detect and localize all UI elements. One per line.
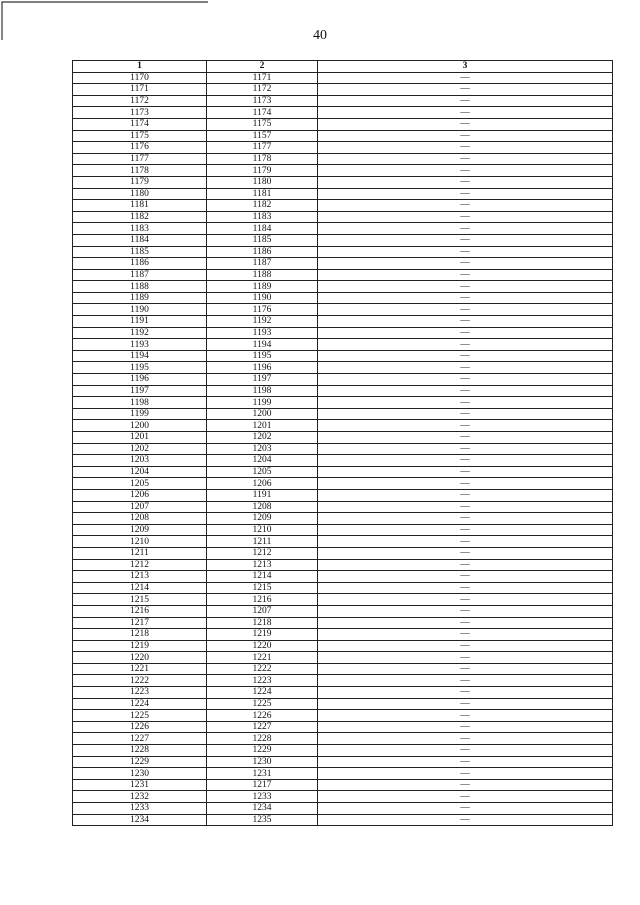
table-cell-col3: —	[318, 663, 613, 675]
table-row	[73, 246, 613, 258]
table-cell-col3: —	[318, 629, 613, 641]
table-header-row	[73, 61, 613, 73]
table-cell-col2: 1199	[207, 397, 318, 409]
table-row	[73, 675, 613, 687]
table-cell-col2: 1195	[207, 350, 318, 362]
table-cell-col2: 1225	[207, 698, 318, 710]
table-cell-col3: —	[318, 176, 613, 188]
table-cell-col3: —	[318, 478, 613, 490]
table-cell-col1: 1179	[73, 176, 207, 188]
table-row	[73, 292, 613, 304]
table-row	[73, 269, 613, 281]
table-cell-col3: —	[318, 130, 613, 142]
table-cell-col1: 1193	[73, 339, 207, 351]
table-row	[73, 501, 613, 513]
table-cell-col2: 1157	[207, 130, 318, 142]
table-cell-col2: 1189	[207, 281, 318, 293]
table-row	[73, 397, 613, 409]
table-cell-col2: 1222	[207, 663, 318, 675]
table-row	[73, 605, 613, 617]
table-cell-col2: 1234	[207, 803, 318, 815]
table-cell-col1: 1202	[73, 443, 207, 455]
table-cell-col2: 1177	[207, 142, 318, 154]
table-cell-col2: 1198	[207, 385, 318, 397]
table-row	[73, 188, 613, 200]
table-cell-col1: 1219	[73, 640, 207, 652]
table-cell-col1: 1229	[73, 756, 207, 768]
table-cell-col1: 1207	[73, 501, 207, 513]
table-row	[73, 223, 613, 235]
table-row	[73, 768, 613, 780]
table-cell-col2: 1175	[207, 118, 318, 130]
table-row	[73, 153, 613, 165]
table-row	[73, 733, 613, 745]
table-row	[73, 547, 613, 559]
table-cell-col3: —	[318, 559, 613, 571]
table-cell-col3: —	[318, 339, 613, 351]
table-cell-col3: —	[318, 721, 613, 733]
table-cell-col2: 1208	[207, 501, 318, 513]
table-row	[73, 420, 613, 432]
table-cell-col3: —	[318, 768, 613, 780]
table-cell-col1: 1186	[73, 258, 207, 270]
table-row	[73, 339, 613, 351]
table-cell-col2: 1229	[207, 745, 318, 757]
table-row	[73, 814, 613, 826]
table-cell-col1: 1191	[73, 316, 207, 328]
table-cell-col3: —	[318, 443, 613, 455]
table-cell-col3: —	[318, 211, 613, 223]
table-cell-col3: —	[318, 710, 613, 722]
table-row	[73, 200, 613, 212]
table-cell-col3: —	[318, 316, 613, 328]
table-body	[73, 72, 613, 826]
table-cell-col1: 1184	[73, 234, 207, 246]
table-cell-col1: 1189	[73, 292, 207, 304]
table-cell-col2: 1176	[207, 304, 318, 316]
table-cell-col2: 1197	[207, 374, 318, 386]
table-row	[73, 513, 613, 525]
table-cell-col1: 1217	[73, 617, 207, 629]
table-cell-col1: 1188	[73, 281, 207, 293]
table-cell-col3: —	[318, 420, 613, 432]
table-cell-col1: 1175	[73, 130, 207, 142]
table-cell-col1: 1187	[73, 269, 207, 281]
table-cell-col1: 1203	[73, 455, 207, 467]
table-row	[73, 652, 613, 664]
table-cell-col1: 1195	[73, 362, 207, 374]
table-cell-col3: —	[318, 95, 613, 107]
table-row	[73, 803, 613, 815]
table-cell-col1: 1216	[73, 605, 207, 617]
table-cell-col3: —	[318, 513, 613, 525]
table-row	[73, 165, 613, 177]
table-cell-col2: 1215	[207, 582, 318, 594]
table-cell-col2: 1179	[207, 165, 318, 177]
table-cell-col2: 1194	[207, 339, 318, 351]
table-cell-col3: —	[318, 397, 613, 409]
table-cell-col1: 1172	[73, 95, 207, 107]
table-cell-col3: —	[318, 524, 613, 536]
table-row	[73, 118, 613, 130]
table-cell-col1: 1199	[73, 408, 207, 420]
table-cell-col1: 1180	[73, 188, 207, 200]
table-cell-col3: —	[318, 362, 613, 374]
table-cell-col2: 1187	[207, 258, 318, 270]
table-cell-col3: —	[318, 281, 613, 293]
data-table	[72, 60, 613, 826]
table-row	[73, 710, 613, 722]
table-cell-col1: 1181	[73, 200, 207, 212]
table-cell-col2: 1188	[207, 269, 318, 281]
table-row	[73, 687, 613, 699]
table-cell-col2: 1209	[207, 513, 318, 525]
table-cell-col2: 1201	[207, 420, 318, 432]
table-cell-col2: 1190	[207, 292, 318, 304]
table-row	[73, 571, 613, 583]
table-cell-col2: 1214	[207, 571, 318, 583]
table-cell-col1: 1174	[73, 118, 207, 130]
table-cell-col1: 1230	[73, 768, 207, 780]
table-cell-col3: —	[318, 594, 613, 606]
table-cell-col2: 1180	[207, 176, 318, 188]
column-header-2: 2	[207, 61, 318, 73]
table-row	[73, 327, 613, 339]
table-row	[73, 617, 613, 629]
table-cell-col3: —	[318, 675, 613, 687]
table-cell-col3: —	[318, 617, 613, 629]
table-cell-col3: —	[318, 536, 613, 548]
table-cell-col2: 1230	[207, 756, 318, 768]
table-row	[73, 640, 613, 652]
table-cell-col2: 1224	[207, 687, 318, 699]
table-row	[73, 663, 613, 675]
table-cell-col1: 1213	[73, 571, 207, 583]
table-cell-col2: 1184	[207, 223, 318, 235]
table-cell-col2: 1202	[207, 432, 318, 444]
table-cell-col3: —	[318, 605, 613, 617]
table-cell-col1: 1194	[73, 350, 207, 362]
table-cell-col3: —	[318, 258, 613, 270]
table-cell-col1: 1171	[73, 84, 207, 96]
table-cell-col3: —	[318, 501, 613, 513]
table-cell-col3: —	[318, 779, 613, 791]
table-cell-col1: 1228	[73, 745, 207, 757]
table-cell-col1: 1208	[73, 513, 207, 525]
table-cell-col3: —	[318, 455, 613, 467]
table-row	[73, 258, 613, 270]
table-cell-col3: —	[318, 374, 613, 386]
table-row	[73, 142, 613, 154]
table-cell-col1: 1212	[73, 559, 207, 571]
table-cell-col1: 1200	[73, 420, 207, 432]
table-cell-col2: 1174	[207, 107, 318, 119]
table-cell-col3: —	[318, 489, 613, 501]
table-row	[73, 374, 613, 386]
table-cell-col1: 1221	[73, 663, 207, 675]
table-cell-col3: —	[318, 698, 613, 710]
column-header-3: 3	[318, 61, 613, 73]
table-cell-col3: —	[318, 803, 613, 815]
table-cell-col1: 1233	[73, 803, 207, 815]
table-cell-col2: 1186	[207, 246, 318, 258]
table-cell-col1: 1218	[73, 629, 207, 641]
table-row	[73, 466, 613, 478]
table-cell-col3: —	[318, 432, 613, 444]
table-cell-col3: —	[318, 246, 613, 258]
table-cell-col2: 1182	[207, 200, 318, 212]
table-cell-col2: 1191	[207, 489, 318, 501]
table-cell-col2: 1185	[207, 234, 318, 246]
table-cell-col1: 1177	[73, 153, 207, 165]
table-cell-col3: —	[318, 745, 613, 757]
table-cell-col2: 1231	[207, 768, 318, 780]
table-cell-col1: 1210	[73, 536, 207, 548]
table-cell-col2: 1171	[207, 72, 318, 84]
table-cell-col3: —	[318, 466, 613, 478]
table-cell-col1: 1211	[73, 547, 207, 559]
table-cell-col1: 1232	[73, 791, 207, 803]
table-cell-col1: 1190	[73, 304, 207, 316]
table-row	[73, 107, 613, 119]
table-cell-col2: 1192	[207, 316, 318, 328]
table-cell-col3: —	[318, 142, 613, 154]
table-row	[73, 304, 613, 316]
table-row	[73, 350, 613, 362]
table-row	[73, 559, 613, 571]
table-row	[73, 478, 613, 490]
table-cell-col1: 1205	[73, 478, 207, 490]
table-cell-col1: 1215	[73, 594, 207, 606]
table-row	[73, 791, 613, 803]
table-cell-col2: 1193	[207, 327, 318, 339]
table-cell-col2: 1227	[207, 721, 318, 733]
table-row	[73, 745, 613, 757]
table-cell-col2: 1219	[207, 629, 318, 641]
table-cell-col2: 1210	[207, 524, 318, 536]
table-row	[73, 756, 613, 768]
table-cell-col1: 1192	[73, 327, 207, 339]
table-cell-col2: 1206	[207, 478, 318, 490]
table-cell-col2: 1221	[207, 652, 318, 664]
table-cell-col2: 1233	[207, 791, 318, 803]
table-cell-col1: 1197	[73, 385, 207, 397]
table-row	[73, 536, 613, 548]
table-cell-col1: 1220	[73, 652, 207, 664]
table-cell-col3: —	[318, 652, 613, 664]
table-row	[73, 362, 613, 374]
table-cell-col2: 1205	[207, 466, 318, 478]
table-cell-col3: —	[318, 582, 613, 594]
table-row	[73, 594, 613, 606]
table-cell-col1: 1198	[73, 397, 207, 409]
table-cell-col2: 1211	[207, 536, 318, 548]
table-cell-col1: 1209	[73, 524, 207, 536]
table-cell-col2: 1181	[207, 188, 318, 200]
table-cell-col3: —	[318, 687, 613, 699]
table-row	[73, 779, 613, 791]
table-row	[73, 84, 613, 96]
table-cell-col3: —	[318, 200, 613, 212]
table-row	[73, 443, 613, 455]
table-cell-col3: —	[318, 640, 613, 652]
table-cell-col2: 1228	[207, 733, 318, 745]
table-cell-col2: 1183	[207, 211, 318, 223]
table-cell-col2: 1204	[207, 455, 318, 467]
table-cell-col2: 1213	[207, 559, 318, 571]
table-cell-col2: 1172	[207, 84, 318, 96]
table-cell-col3: —	[318, 304, 613, 316]
table-cell-col3: —	[318, 223, 613, 235]
table-cell-col3: —	[318, 327, 613, 339]
table-row	[73, 130, 613, 142]
table-row	[73, 408, 613, 420]
table-row	[73, 385, 613, 397]
table-row	[73, 281, 613, 293]
table-cell-col2: 1207	[207, 605, 318, 617]
table-cell-col3: —	[318, 350, 613, 362]
table-cell-col1: 1176	[73, 142, 207, 154]
table-cell-col1: 1201	[73, 432, 207, 444]
table-cell-col1: 1178	[73, 165, 207, 177]
table-row	[73, 432, 613, 444]
table-cell-col3: —	[318, 84, 613, 96]
table-cell-col3: —	[318, 234, 613, 246]
table-cell-col2: 1212	[207, 547, 318, 559]
column-header-1: 1	[73, 61, 207, 73]
table-cell-col1: 1214	[73, 582, 207, 594]
table-cell-col1: 1185	[73, 246, 207, 258]
table-cell-col1: 1227	[73, 733, 207, 745]
table-row	[73, 698, 613, 710]
table-cell-col3: —	[318, 118, 613, 130]
table-row	[73, 524, 613, 536]
table-cell-col1: 1226	[73, 721, 207, 733]
table-cell-col2: 1196	[207, 362, 318, 374]
table-row	[73, 629, 613, 641]
table-cell-col3: —	[318, 814, 613, 826]
table-cell-col1: 1234	[73, 814, 207, 826]
table-row	[73, 72, 613, 84]
table-cell-col3: —	[318, 385, 613, 397]
table-cell-col1: 1182	[73, 211, 207, 223]
table-cell-col2: 1200	[207, 408, 318, 420]
table-cell-col2: 1203	[207, 443, 318, 455]
table-cell-col3: —	[318, 292, 613, 304]
table-cell-col3: —	[318, 188, 613, 200]
table-row	[73, 234, 613, 246]
table-cell-col1: 1222	[73, 675, 207, 687]
table-cell-col2: 1235	[207, 814, 318, 826]
table-cell-col1: 1231	[73, 779, 207, 791]
table-cell-col2: 1220	[207, 640, 318, 652]
table-cell-col3: —	[318, 165, 613, 177]
table-cell-col2: 1217	[207, 779, 318, 791]
table-cell-col2: 1223	[207, 675, 318, 687]
table-cell-col3: —	[318, 547, 613, 559]
table-cell-col2: 1218	[207, 617, 318, 629]
table-row	[73, 316, 613, 328]
table-cell-col1: 1224	[73, 698, 207, 710]
table-cell-col1: 1204	[73, 466, 207, 478]
table-row	[73, 176, 613, 188]
table-cell-col1: 1170	[73, 72, 207, 84]
table-cell-col1: 1183	[73, 223, 207, 235]
table-cell-col2: 1216	[207, 594, 318, 606]
table-cell-col1: 1206	[73, 489, 207, 501]
table-cell-col3: —	[318, 72, 613, 84]
table-cell-col2: 1173	[207, 95, 318, 107]
table-cell-col3: —	[318, 791, 613, 803]
table-cell-col3: —	[318, 733, 613, 745]
table-cell-col3: —	[318, 107, 613, 119]
table-cell-col2: 1226	[207, 710, 318, 722]
table-row	[73, 582, 613, 594]
table-cell-col2: 1178	[207, 153, 318, 165]
table-cell-col1: 1225	[73, 710, 207, 722]
table-cell-col1: 1223	[73, 687, 207, 699]
table-cell-col3: —	[318, 756, 613, 768]
table-cell-col3: —	[318, 408, 613, 420]
table-cell-col3: —	[318, 153, 613, 165]
table-row	[73, 211, 613, 223]
table-cell-col1: 1173	[73, 107, 207, 119]
table-row	[73, 489, 613, 501]
table-row	[73, 721, 613, 733]
table-cell-col3: —	[318, 571, 613, 583]
table-cell-col3: —	[318, 269, 613, 281]
table-row	[73, 455, 613, 467]
table-row	[73, 95, 613, 107]
table-cell-col1: 1196	[73, 374, 207, 386]
page-number: 40	[313, 28, 327, 43]
